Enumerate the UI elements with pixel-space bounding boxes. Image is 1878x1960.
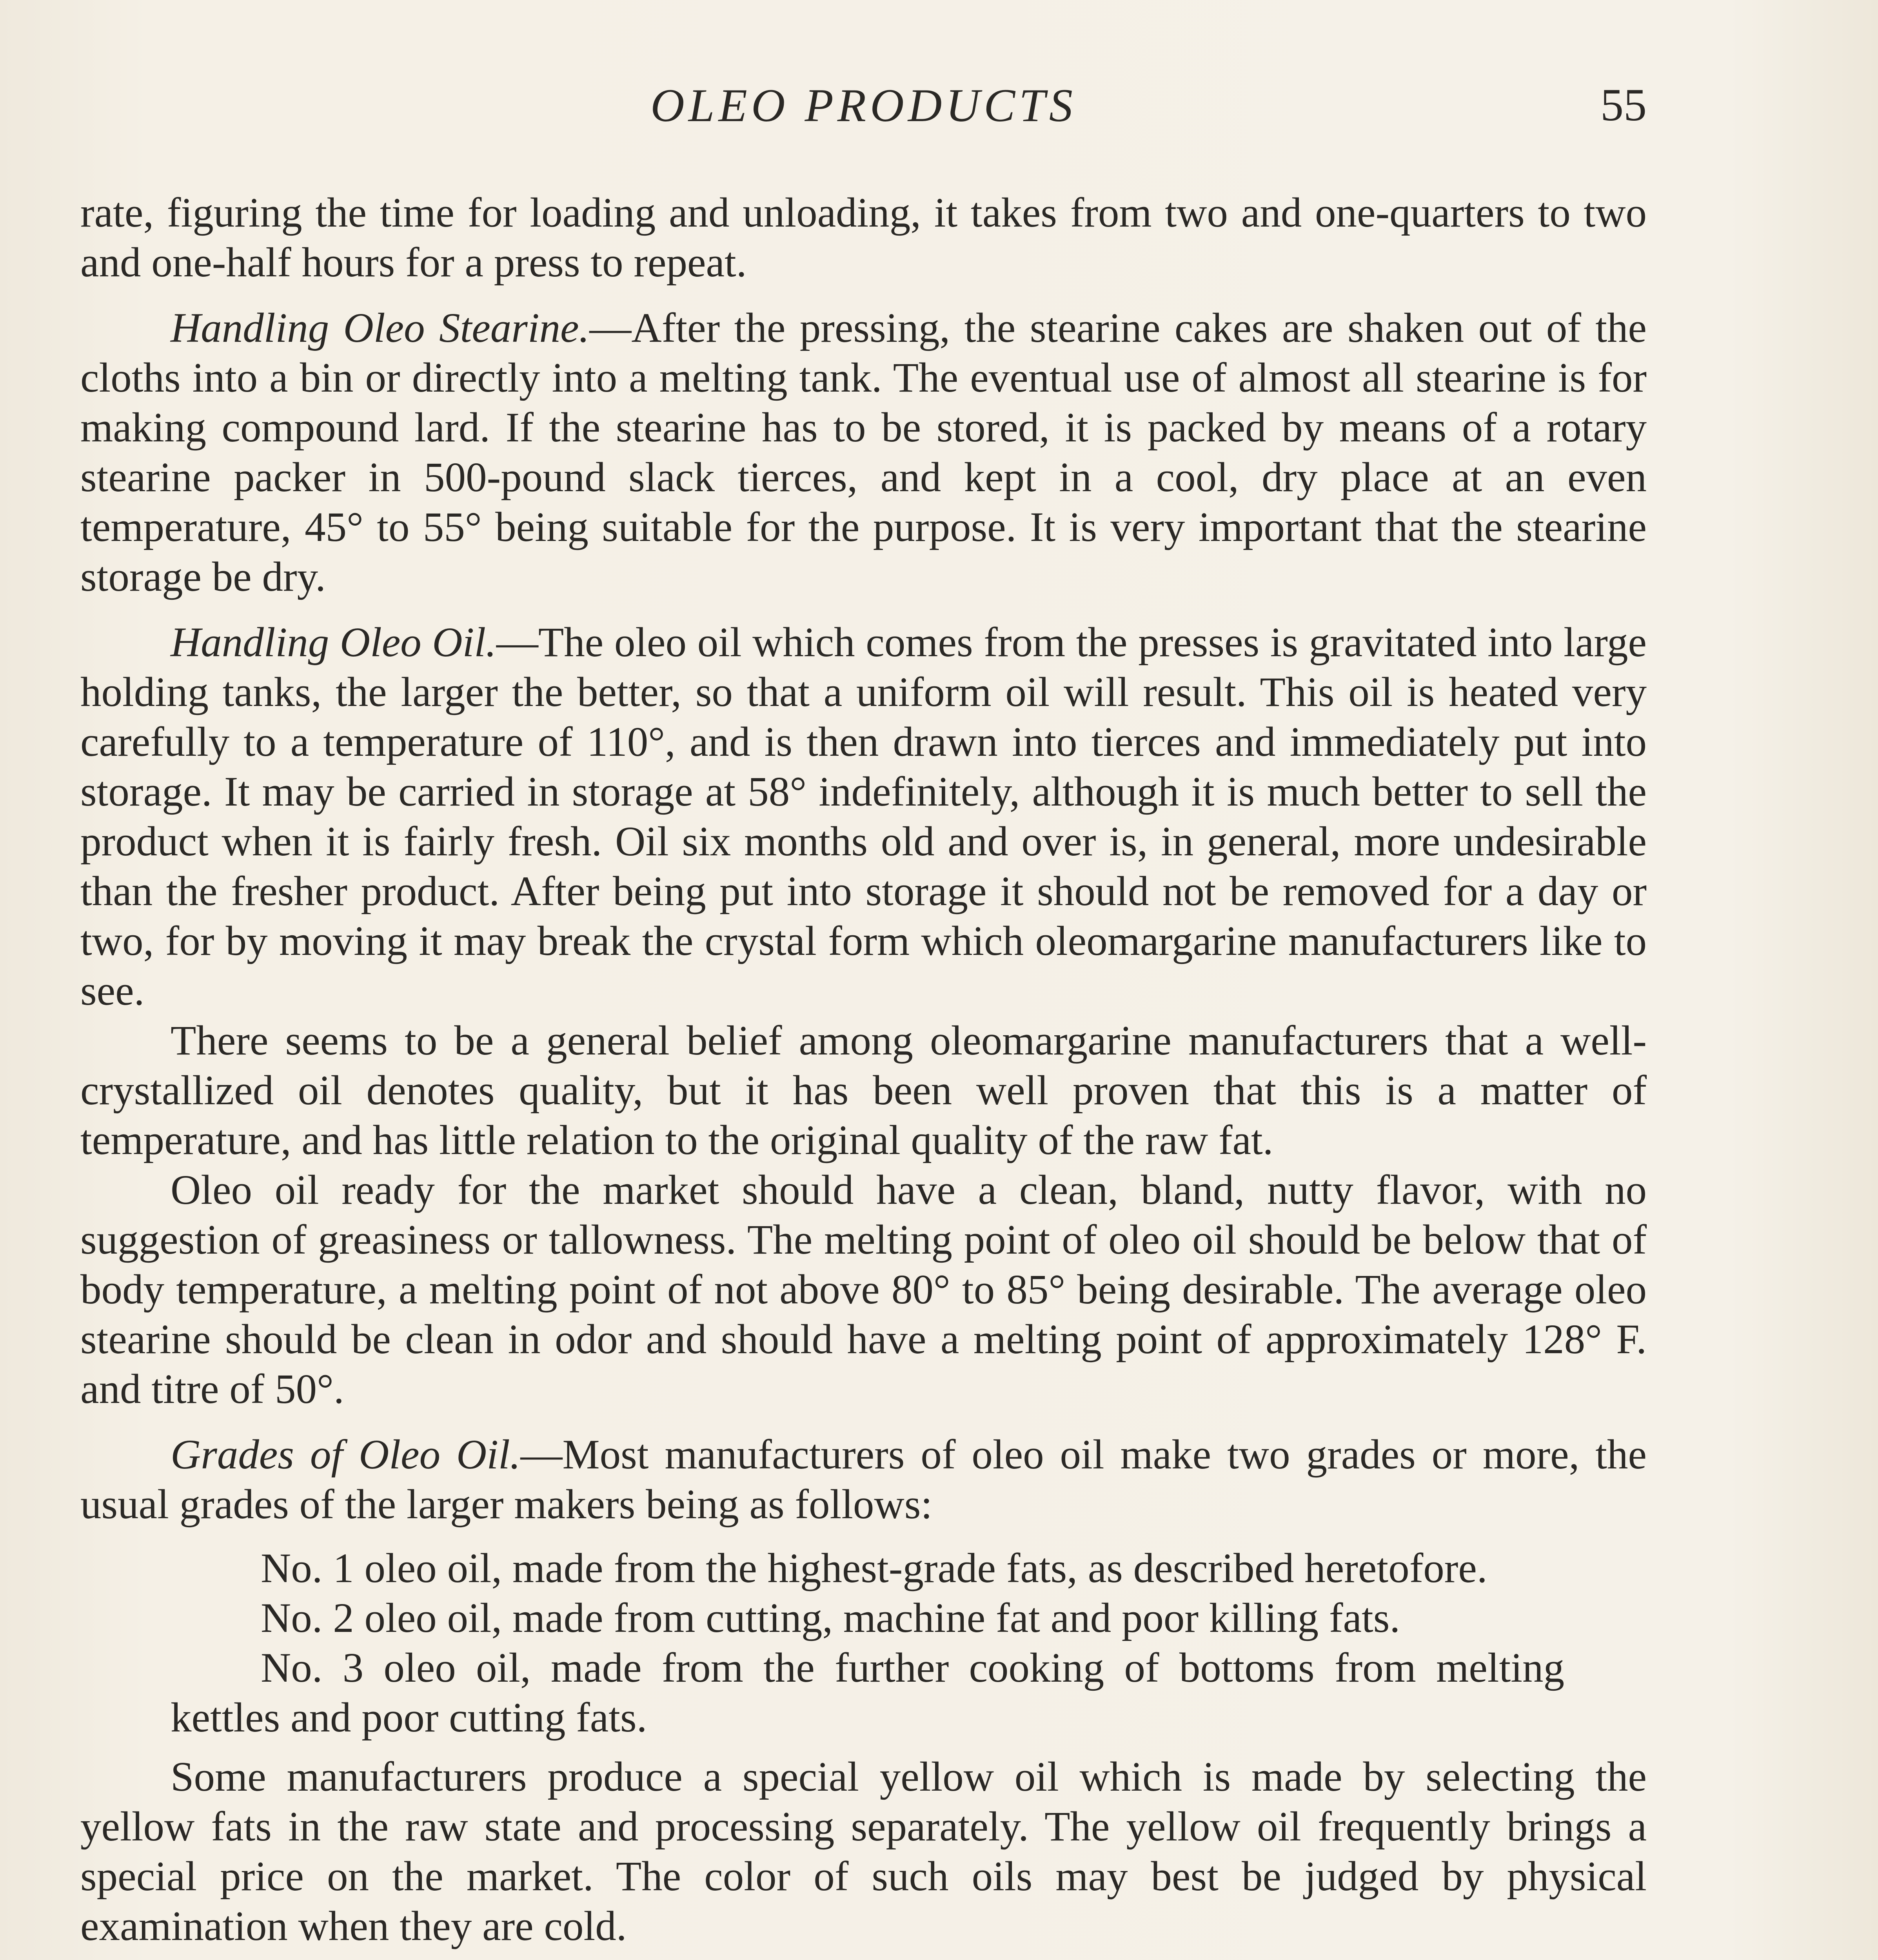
list-item: No. 2 oleo oil, made from cutting, machine fat and poor killing fats. xyxy=(261,1595,1400,1641)
grades-list xyxy=(80,1544,1647,1743)
paragraph-continuation: rate, figuring the time for loading and unloading, it takes from two and one-quarters to two and one-half hours for a press to repeat. xyxy=(80,190,1647,286)
section-heading-grades: Grades of Oleo Oil. xyxy=(171,1432,521,1478)
body-text xyxy=(80,188,1647,1960)
paragraph-yellow-oil: Some manufacturers produce a special yellow oil which is made by selecting the yellow fats in the raw state and processing separately. The yellow oil frequently brings a special price on the market. The color of such oils may best be judged by physical examination when they are cold. xyxy=(80,1754,1647,1949)
paragraph-handling-oleo-stearine xyxy=(80,303,1647,602)
paragraph-text: —After the pressing, the stearine cakes are shaken out of the cloths into a bin or directly into a melting tank. The eventual use of almost all stearine is for making compound lard. If the stearine has to be stored, it is packed by means of a rotary stearine packer in 500-pound slack tierces, and kept in a cool, dry place at an even temperature, 45° to 55° being suitable for the purpose. It is very important that the stearine storage be dry. xyxy=(80,305,1647,600)
section-heading-oleo-oil: Handling Oleo Oil. xyxy=(171,619,496,666)
paragraph-grades-of-oleo-oil xyxy=(80,1430,1647,1530)
page-number: 55 xyxy=(1600,79,1647,131)
paragraph-crystallized-oil: There seems to be a general belief among oleomargarine manufacturers that a well-crystallized oil denotes quality, but it has been well proven that this is a matter of temperature, and has little relation to the original quality of the raw fat. xyxy=(80,1018,1647,1163)
paragraph-text: —The oleo oil which comes from the presses is gravitated into large holding tanks, the larger the better, so that a uniform oil will result. This oil is heated very carefully to a temperature of 110°, and is then drawn into tierces and immediately put into storage. It may be carried in storage at 58° indefinitely, although it is much better to sell the product when it is fairly fresh. Oil six months old and over is, in general, more undesirable than the fresher product. After being put into storage it should not be removed for a day or two, for by moving it may break the crystal form which oleomargarine manufacturers like to see. xyxy=(80,619,1647,1014)
section-heading-oleo-stearine: Handling Oleo Stearine. xyxy=(171,305,590,351)
paragraph-handling-oleo-oil xyxy=(80,618,1647,1016)
list-item: No. 1 oleo oil, made from the highest-grade fats, as described heretofore. xyxy=(261,1545,1488,1592)
paragraph-market-oil: Oleo oil ready for the market should have a clean, bland, nutty flavor, with no suggestion of greasiness or tallowness. The melting point of oleo oil should be below that of body temperature, a melting point of not above 80° to 85° being desirable. The average oleo stearine should be clean in odor and should have a melting point of approximately 128° F. and titre of 50°. xyxy=(80,1167,1647,1412)
paragraph-text: —Most manufacturers of oleo oil make two grades or more, the usual grades of the larger makers being as follows: xyxy=(80,1432,1647,1528)
running-head: OLEO PRODUCTS xyxy=(650,79,1077,131)
list-item: No. 3 oleo oil, made from the further cooking of bottoms from melting kettles and poor cutting fats. xyxy=(171,1645,1564,1741)
page-header xyxy=(80,78,1647,141)
